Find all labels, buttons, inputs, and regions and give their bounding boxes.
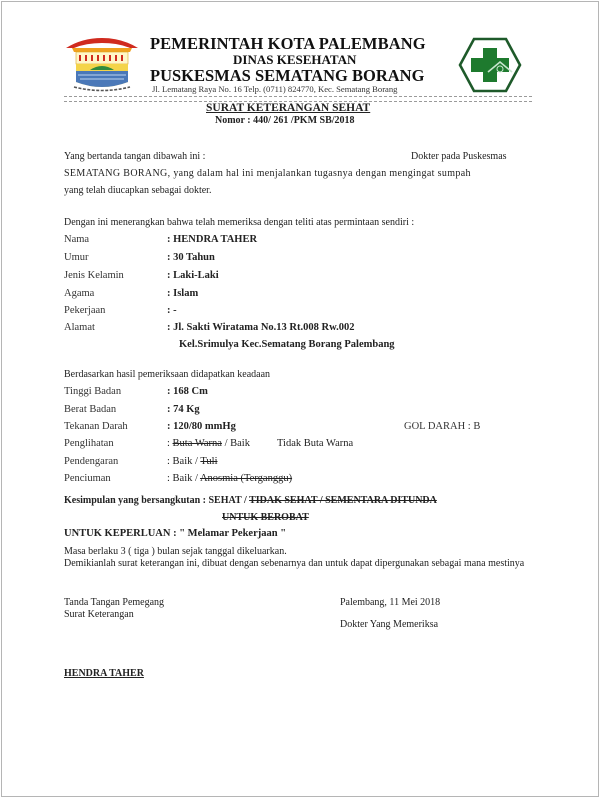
place-date: Palembang, 11 Mei 2018 (340, 597, 441, 608)
holder-name: HENDRA TAHER (64, 668, 144, 679)
patient-occupation-value: : - (167, 305, 177, 316)
hearing-value (167, 456, 218, 467)
patient-age-value: : 30 Tahun (167, 252, 215, 263)
vision-prefix: : (167, 438, 173, 449)
letterhead-department: DINAS KESEHATAN (233, 52, 357, 67)
letterhead-institution: PUSKESMAS SEMATANG BORANG (150, 66, 425, 85)
intro-line-1: Yang bertanda tangan dibawah ini : (64, 151, 206, 162)
holder-signature-label-1: Tanda Tangan Pemegang (64, 597, 165, 608)
vision-note: Tidak Buta Warna (277, 438, 354, 449)
letterhead-address: Jl. Lematang Raya No. 16 Telp. (0711) 824770, Kec. Sematang Borang (152, 84, 398, 94)
intro-statement: Dengan ini menerangkan bahwa telah memeriksa dengan teliti atas permintaan sendiri : (64, 217, 415, 228)
height-value: : 168 Cm (167, 386, 208, 397)
patient-address-value-2: Kel.Srimulya Kec.Sematang Borang Palembang (179, 339, 395, 350)
smell-value (167, 473, 292, 484)
patient-religion-label: Agama (64, 288, 95, 299)
smell-struck-option: Anosmia (Terganggu) (199, 473, 293, 484)
intro-line-3: yang telah diucapkan sebagai dokter. (64, 185, 212, 196)
document-title: SURAT KETERANGAN SEHAT (206, 102, 371, 114)
purpose-line: UNTUK KEPERLUAN : " Melamar Pekerjaan " (64, 528, 287, 539)
doctor-signature-label: Dokter Yang Memeriksa (340, 619, 439, 630)
closing-paragraph: Demikianlah surat keterangan ini, dibuat dengan sebenarnya dan untuk dapat dipergunakan sebagai mana mestinya (64, 558, 525, 569)
patient-gender-label: Jenis Kelamin (64, 270, 124, 281)
patient-name-label: Nama (64, 234, 90, 245)
patient-gender-value: : Laki-Laki (167, 270, 219, 281)
palembang-emblem-icon (62, 34, 142, 96)
hearing-label: Pendengaran (64, 456, 119, 467)
holder-signature-label-2: Surat Keterangan (64, 609, 134, 620)
patient-occupation-label: Pekerjaan (64, 305, 106, 316)
weight-value: : 74 Kg (167, 404, 200, 415)
weight-label: Berat Badan (64, 404, 117, 415)
blood-pressure-value: : 120/80 mmHg (167, 421, 236, 432)
smell-label: Penciuman (64, 473, 111, 484)
height-label: Tinggi Badan (64, 386, 122, 397)
letterhead-government: PEMERINTAH KOTA PALEMBANG (150, 34, 426, 53)
intro-line-2: SEMATANG BORANG, yang dalam hal ini menjalankan tugasnya dengan mengingat sumpah (64, 168, 471, 179)
vision-label: Penglihatan (64, 438, 114, 449)
exam-heading: Berdasarkan hasil pemeriksaan didapatkan keadaan (64, 369, 271, 380)
hearing-struck-option: Tuli (200, 456, 218, 467)
patient-name-value: : HENDRA TAHER (167, 234, 258, 245)
patient-age-label: Umur (64, 252, 89, 263)
vision-struck-option: Buta Warna (172, 438, 222, 449)
conclusion-line (64, 495, 437, 506)
conclusion-label: Kesimpulan yang bersangkutan : SEHAT / (64, 495, 250, 506)
vision-value (167, 438, 250, 449)
patient-address-value: : Jl. Sakti Wiratama No.13 Rt.008 Rw.002 (167, 322, 355, 333)
validity-line: Masa berlaku 3 ( tiga ) bulan sejak tanggal dikeluarkan. (64, 546, 287, 557)
patient-address-label: Alamat (64, 322, 95, 333)
smell-prefix: : Baik / (167, 473, 200, 484)
conclusion-struck-1: TIDAK SEHAT / SEMENTARA DITUNDA (249, 495, 437, 506)
vision-selected: / Baik (221, 438, 250, 449)
hearing-prefix: : Baik / (167, 456, 201, 467)
intro-line-1-right: Dokter pada Puskesmas (411, 151, 507, 162)
document-number: Nomor : 440/ 261 /PKM SB/2018 (215, 115, 355, 126)
blood-pressure-label: Tekanan Darah (64, 421, 128, 432)
conclusion-struck-2: UNTUK BEROBAT (222, 512, 309, 523)
puskesmas-logo-icon (458, 36, 522, 94)
patient-religion-value: : Islam (167, 288, 199, 299)
blood-type: GOL DARAH : B (404, 421, 481, 432)
